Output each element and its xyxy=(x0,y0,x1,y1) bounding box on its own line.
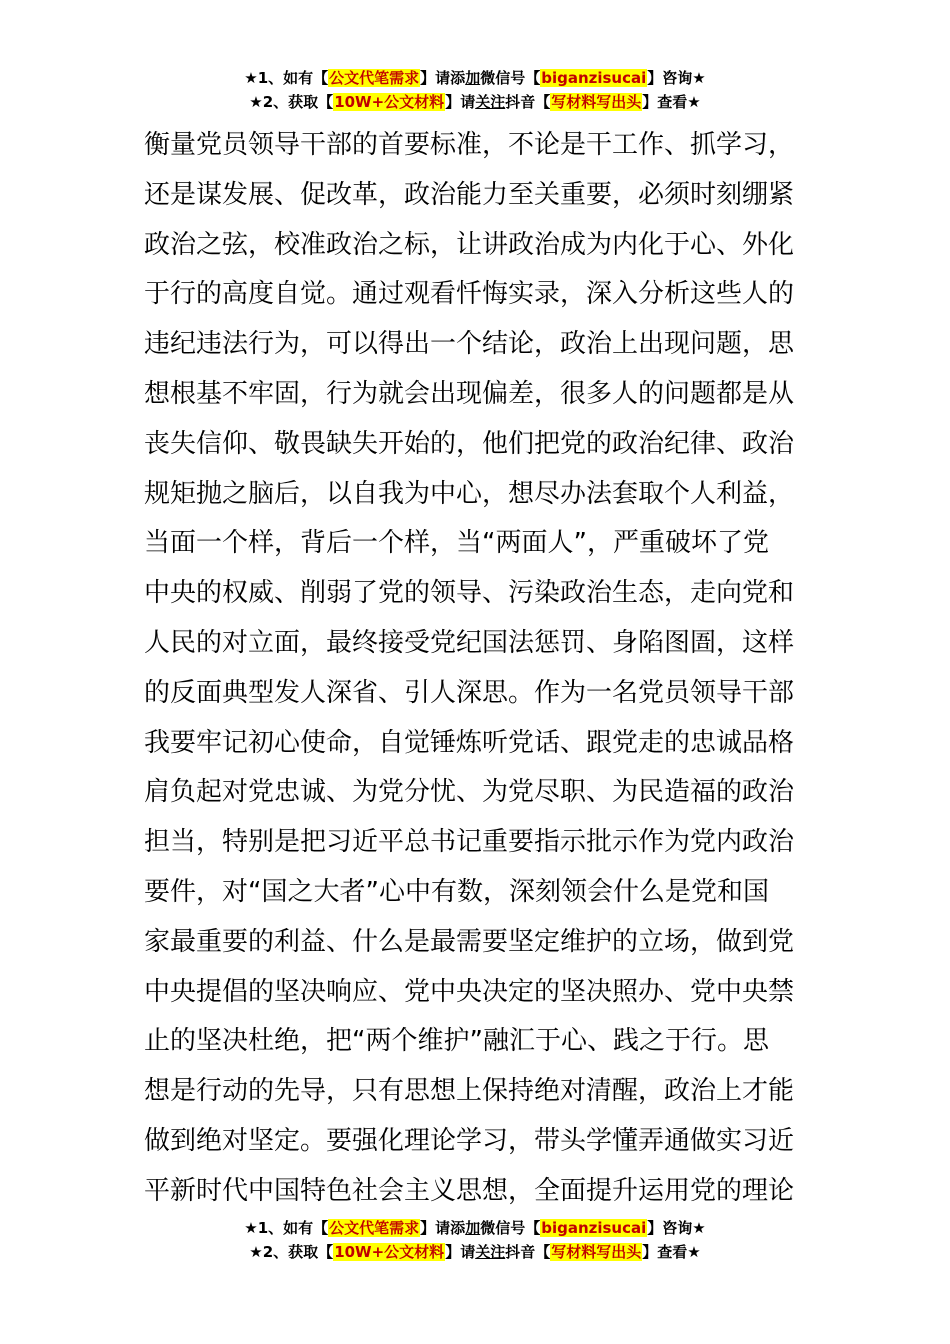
banner-text: ★1、如有【 xyxy=(244,69,329,87)
banner-line-2 xyxy=(0,90,950,114)
footer-banner xyxy=(0,1216,950,1264)
banner-line-1 xyxy=(0,1216,950,1240)
body-line: 想根基不牢固，行为就会出现偏差，很多人的问题都是从 xyxy=(144,378,795,409)
banner-text: 微信号【 xyxy=(480,69,541,87)
banner-text: 】请添 xyxy=(420,69,466,87)
banner-text: 】查看★ xyxy=(642,1243,701,1261)
body-line: 要件，对“国之大者”心中有数，深刻领会什么是党和国 xyxy=(144,876,769,907)
body-line: 中央提倡的坚决响应、党中央决定的坚决照办、党中央禁 xyxy=(144,976,795,1007)
body-line: 当面一个样，背后一个样，当“两面人”，严重破坏了党 xyxy=(144,528,769,559)
banner-text: ★1、如有【 xyxy=(244,1219,329,1237)
banner-text: 抖音【 xyxy=(505,1243,551,1261)
follow-link[interactable]: 关注 xyxy=(475,1243,506,1261)
document-body xyxy=(144,121,814,1217)
body-line: 做到绝对坚定。要强化理论学习，带头学懂弄通做实习近 xyxy=(144,1125,795,1156)
highlight-materials: 10W+公文材料 xyxy=(334,1243,445,1261)
body-line: 平新时代中国特色社会主义思想，全面提升运用党的理论 xyxy=(144,1175,795,1206)
body-line: 还是谋发展、促改革，政治能力至关重要，必须时刻绷紧 xyxy=(144,179,795,210)
body-line: 中央的权威、削弱了党的领导、污染政治生态，走向党和 xyxy=(144,578,795,609)
body-line: 于行的高度自觉。通过观看忏悔实录，深入分析这些人的 xyxy=(144,279,795,310)
body-line: 违纪违法行为，可以得出一个结论，政治上出现问题，思 xyxy=(144,329,795,360)
header-banner xyxy=(0,66,950,114)
banner-text: ★2、获取【 xyxy=(249,93,334,111)
body-line: 肩负起对党忠诚、为党分忧、为党尽职、为民造福的政治 xyxy=(144,777,795,808)
highlight-douyin-account: 写材料写出头 xyxy=(551,1243,642,1261)
banner-text: 】请 xyxy=(445,93,476,111)
highlight-douyin-account: 写材料写出头 xyxy=(551,93,642,111)
highlight-wechat-id: biganzisucai xyxy=(541,1219,647,1237)
add-link[interactable]: 加 xyxy=(465,69,481,87)
banner-text: 微信号【 xyxy=(480,1219,541,1237)
highlight-service: 公文代笔需求 xyxy=(329,1219,420,1237)
body-line: 家最重要的利益、什么是最需要坚定维护的立场，做到党 xyxy=(144,926,795,957)
body-line: 想是行动的先导，只有思想上保持绝对清醒，政治上才能 xyxy=(144,1076,795,1107)
body-line: 的反面典型发人深省、引人深思。作为一名党员领导干部 xyxy=(144,677,795,708)
banner-text: 】查看★ xyxy=(642,93,701,111)
banner-text: 】咨询★ xyxy=(647,1219,706,1237)
add-link[interactable]: 加 xyxy=(465,1219,481,1237)
body-line: 政治之弦，校准政治之标，让讲政治成为内化于心、外化 xyxy=(144,229,795,260)
body-line: 我要牢记初心使命，自觉锤炼听党话、跟党走的忠诚品格 xyxy=(144,727,795,758)
body-line: 丧失信仰、敬畏缺失开始的，他们把党的政治纪律、政治 xyxy=(144,428,795,459)
banner-text: 抖音【 xyxy=(505,93,551,111)
body-line: 衡量党员领导干部的首要标准，不论是干工作、抓学习， xyxy=(144,130,795,160)
follow-link[interactable]: 关注 xyxy=(475,93,506,111)
body-line: 担当，特别是把习近平总书记重要指示批示作为党内政治 xyxy=(144,827,795,858)
banner-text: ★2、获取【 xyxy=(249,1243,334,1261)
banner-line-1 xyxy=(0,66,950,90)
banner-text: 】咨询★ xyxy=(647,69,706,87)
body-line: 人民的对立面，最终接受党纪国法惩罚、身陷图圄，这样 xyxy=(144,627,795,658)
banner-text: 】请 xyxy=(445,1243,476,1261)
highlight-materials: 10W+公文材料 xyxy=(334,93,445,111)
banner-line-2 xyxy=(0,1240,950,1264)
highlight-service: 公文代笔需求 xyxy=(329,69,420,87)
body-line: 规矩抛之脑后，以自我为中心，想尽办法套取个人利益， xyxy=(144,478,795,509)
highlight-wechat-id: biganzisucai xyxy=(541,69,647,87)
banner-text: 】请添 xyxy=(420,1219,466,1237)
body-line: 止的坚决杜绝，把“两个维护”融汇于心、践之于行。思 xyxy=(144,1026,769,1057)
